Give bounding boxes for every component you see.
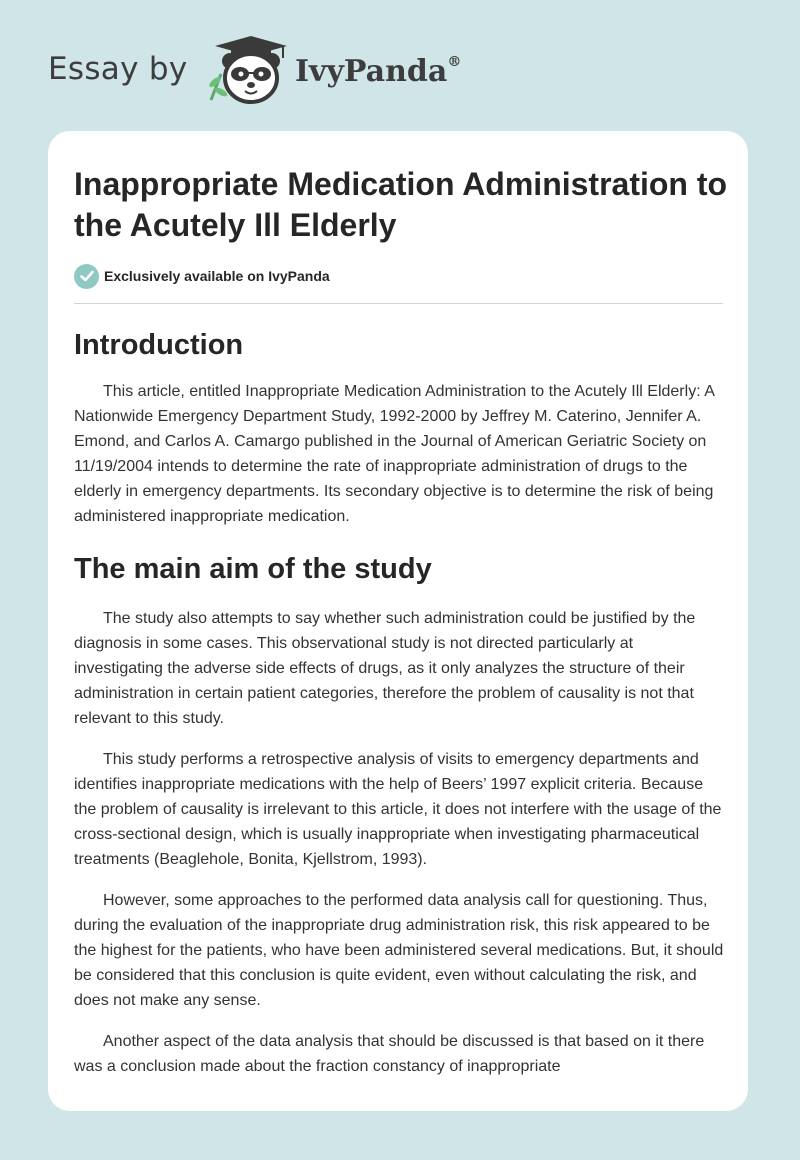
badge-label: Exclusively available on IvyPanda [104, 268, 330, 284]
paragraph: This study performs a retrospective analysis of visits to emergency departments and identifies inappropriate medications with the help of Beers’ 1997 explicit criteria. Because the problem of causality is irrelevant to this article, it does not interfere with the usage of the cross-sectional design, which is usually inappropriate when investigating pharmaceutical treatments (Beaglehole, Bonita, Kjellstrom, 1993). [74, 751, 722, 868]
exclusive-badge [74, 263, 330, 289]
brand-name-text: IvyPanda [295, 54, 448, 89]
divider [74, 303, 723, 304]
site-header [48, 34, 548, 114]
registered-mark: ® [447, 54, 462, 70]
panda-graduate-icon[interactable] [203, 34, 288, 106]
essay-by-label: Essay by [48, 51, 188, 87]
page-title: Inappropriate Medication Administration to the Acutely Ill Elderly [74, 166, 728, 243]
brand-name[interactable] [295, 54, 461, 89]
paragraph: Another aspect of the data analysis that should be discussed is that based on it there was a conclusion made about the fraction constancy of inappropriate [74, 1033, 705, 1075]
check-circle-icon [74, 264, 99, 289]
article-card [48, 131, 748, 1111]
paragraph: This article, entitled Inappropriate Medication Administration to the Acutely Ill Elderly: A Nationwide Emergency Department Study, 1992-2000 by Jeffrey M. Caterino, Jennifer A. Emond, and Carlos A. Camargo published in the Journal of American Geriatric Society on 11/19/2004 intends to determine the rate of inappropriate administration of drugs to the elderly in emergency departments. Its secondary objective is to determine the risk of being administered inappropriate medication. [74, 383, 714, 525]
paragraph: However, some approaches to the performed data analysis call for questioning. Thus, during the evaluation of the inappropriate drug administration risk, this risk appeared to be the highest for the patients, who have been administered several medications. But, it should be considered that this conclusion is quite evident, even without calculating the risk, and does not make any sense. [74, 892, 724, 1009]
article-body [74, 321, 724, 1095]
paragraph: The study also attempts to say whether such administration could be justified by the diagnosis in some cases. This observational study is not directed particularly at investigating the adverse side effects of drugs, as it only analyzes the structure of their administration in certain patient categories, therefore the problem of causality is not that relevant to this study. [74, 610, 696, 727]
section-heading-introduction: Introduction [74, 329, 244, 361]
section-heading-main-aim: The main aim of the study [74, 553, 432, 585]
